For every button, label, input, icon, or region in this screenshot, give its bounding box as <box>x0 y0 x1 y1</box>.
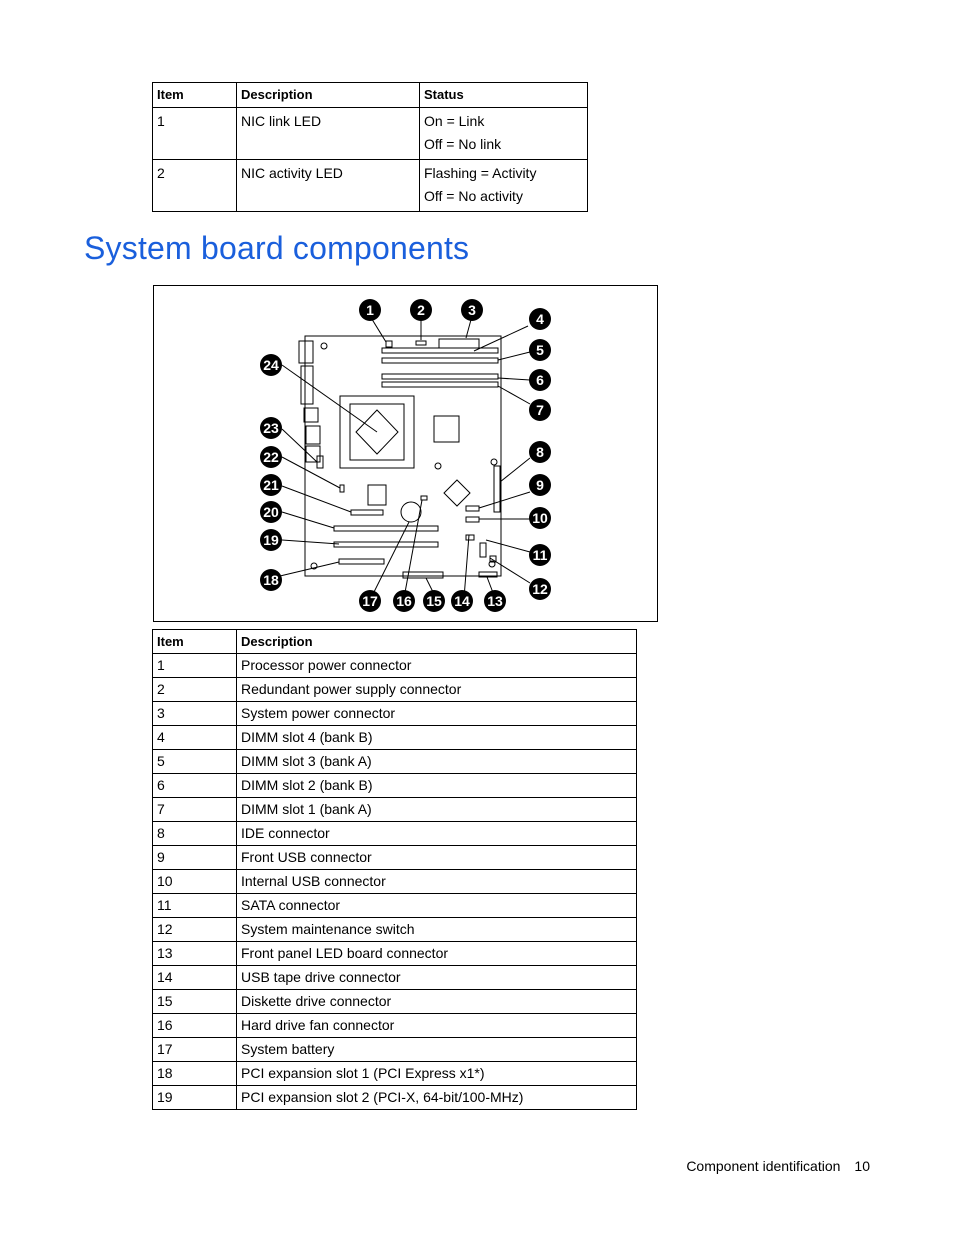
description-cell: Internal USB connector <box>237 870 637 894</box>
status-cell <box>420 160 588 212</box>
table-header-row <box>153 83 588 108</box>
table-header-row <box>153 630 637 654</box>
table-row <box>153 918 637 942</box>
table-row <box>153 990 637 1014</box>
column-header-status: Status <box>420 83 588 108</box>
table-row <box>153 894 637 918</box>
rear-port <box>299 341 313 363</box>
leader-line <box>500 458 530 482</box>
callout-5 <box>529 339 551 361</box>
leader-line <box>479 492 530 508</box>
system-board-illustration <box>154 286 657 621</box>
callout-3 <box>461 299 483 321</box>
ide-connector <box>494 466 500 512</box>
system-power-connector <box>439 339 479 348</box>
description-cell: DIMM slot 4 (bank B) <box>237 726 637 750</box>
status-cell <box>420 108 588 160</box>
leader-line <box>498 352 530 360</box>
callout-20 <box>260 501 282 523</box>
callout-number: 6 <box>536 372 544 388</box>
controller-chip <box>444 480 470 506</box>
item-cell: 1 <box>153 108 237 160</box>
status-line: Off = No activity <box>424 188 523 204</box>
callout-6 <box>529 369 551 391</box>
table-row <box>153 678 637 702</box>
callout-number: 5 <box>536 342 544 358</box>
dimm-slot-3 <box>382 358 498 363</box>
item-cell: 17 <box>153 1038 237 1062</box>
usb-tape-connector <box>466 535 474 540</box>
callout-8 <box>529 441 551 463</box>
callout-2 <box>410 299 432 321</box>
pci-slot <box>339 559 384 564</box>
nic-led-status-table <box>152 82 588 212</box>
page-footer <box>686 1158 870 1174</box>
callout-number: 15 <box>426 593 442 609</box>
rear-port <box>306 426 320 444</box>
page-number: 10 <box>854 1158 870 1174</box>
description-cell: IDE connector <box>237 822 637 846</box>
callout-number: 3 <box>468 302 476 318</box>
item-cell: 10 <box>153 870 237 894</box>
item-cell: 1 <box>153 654 237 678</box>
item-cell: 5 <box>153 750 237 774</box>
mounting-hole <box>321 343 327 349</box>
table-row <box>153 966 637 990</box>
callout-number: 1 <box>366 302 374 318</box>
callout-number: 10 <box>532 510 548 526</box>
callout-markers <box>260 299 551 612</box>
item-cell: 2 <box>153 160 237 212</box>
callout-23 <box>260 417 282 439</box>
footer-section-title: Component identification <box>686 1158 841 1174</box>
components-table-body <box>153 654 637 1110</box>
table-row <box>153 108 588 160</box>
pci-slot <box>334 542 438 547</box>
item-cell: 11 <box>153 894 237 918</box>
callout-number: 2 <box>417 302 425 318</box>
callout-9 <box>529 474 551 496</box>
sata-connector <box>480 543 486 557</box>
item-cell: 19 <box>153 1086 237 1110</box>
table-row <box>153 798 637 822</box>
description-cell: NIC link LED <box>237 108 420 160</box>
redundant-power-connector <box>416 341 426 345</box>
mounting-hole <box>491 459 497 465</box>
callout-number: 21 <box>263 477 279 493</box>
pci-slot <box>351 510 383 515</box>
callout-24 <box>260 354 282 376</box>
callout-1 <box>359 299 381 321</box>
pci-slot <box>334 526 438 531</box>
description-cell: Diskette drive connector <box>237 990 637 1014</box>
item-cell: 2 <box>153 678 237 702</box>
description-cell: Hard drive fan connector <box>237 1014 637 1038</box>
callout-number: 22 <box>263 449 279 465</box>
callout-number: 14 <box>454 593 470 609</box>
item-cell: 7 <box>153 798 237 822</box>
callout-17 <box>359 590 381 612</box>
item-cell: 8 <box>153 822 237 846</box>
callout-22 <box>260 446 282 468</box>
callout-7 <box>529 399 551 421</box>
description-cell: Redundant power supply connector <box>237 678 637 702</box>
callout-number: 16 <box>396 593 412 609</box>
leader-line <box>280 562 339 576</box>
leader-line <box>282 512 334 528</box>
processor-power-connector <box>386 341 392 347</box>
table-row <box>153 846 637 870</box>
dimm-slot-4 <box>382 348 498 353</box>
dimm-slot-1 <box>382 382 498 387</box>
status-line: Off = No link <box>424 136 502 152</box>
callout-number: 17 <box>362 593 378 609</box>
callout-number: 23 <box>263 420 279 436</box>
callout-15 <box>423 590 445 612</box>
dimm-slot-2 <box>382 374 498 379</box>
callout-number: 8 <box>536 444 544 460</box>
description-cell: PCI expansion slot 1 (PCI Express x1*) <box>237 1062 637 1086</box>
callout-19 <box>260 529 282 551</box>
io-chip <box>368 485 386 505</box>
leader-line <box>498 378 530 380</box>
table-row <box>153 1014 637 1038</box>
leader-line <box>371 522 409 598</box>
item-cell: 15 <box>153 990 237 1014</box>
table-row <box>153 822 637 846</box>
table-row <box>153 942 637 966</box>
callout-14 <box>451 590 473 612</box>
callout-number: 18 <box>263 572 279 588</box>
rear-port <box>304 408 318 422</box>
table-row <box>153 702 637 726</box>
callout-number: 7 <box>536 402 544 418</box>
item-cell: 18 <box>153 1062 237 1086</box>
callout-18 <box>260 569 282 591</box>
leader-line <box>490 558 530 583</box>
jumper <box>340 485 344 492</box>
callout-number: 13 <box>487 593 503 609</box>
callout-13 <box>484 590 506 612</box>
leader-line <box>464 535 469 598</box>
description-cell: NIC activity LED <box>237 160 420 212</box>
leader-line <box>282 486 351 512</box>
description-cell: Front USB connector <box>237 846 637 870</box>
callout-4 <box>529 308 551 330</box>
front-usb-connector <box>466 506 479 511</box>
item-cell: 6 <box>153 774 237 798</box>
description-cell: PCI expansion slot 2 (PCI-X, 64-bit/100-MHz) <box>237 1086 637 1110</box>
description-cell: System maintenance switch <box>237 918 637 942</box>
callout-number: 24 <box>263 357 279 373</box>
internal-usb-connector <box>466 517 479 522</box>
section-title: System board components <box>84 230 470 266</box>
table-row <box>153 654 637 678</box>
callout-number: 11 <box>532 547 548 563</box>
description-cell: System power connector <box>237 702 637 726</box>
hard-drive-fan-connector <box>421 496 427 500</box>
description-cell: Processor power connector <box>237 654 637 678</box>
description-cell: DIMM slot 2 (bank B) <box>237 774 637 798</box>
column-header-description: Description <box>237 83 420 108</box>
callout-number: 20 <box>263 504 279 520</box>
column-header-item: Item <box>153 83 237 108</box>
item-cell: 9 <box>153 846 237 870</box>
status-line: On = Link <box>424 113 485 129</box>
description-cell: Front panel LED board connector <box>237 942 637 966</box>
chipset <box>434 416 459 442</box>
item-cell: 4 <box>153 726 237 750</box>
leader-line <box>486 540 530 552</box>
leader-line <box>404 500 422 598</box>
callout-number: 4 <box>536 311 544 327</box>
system-battery <box>401 502 421 522</box>
column-header-description: Description <box>237 630 637 654</box>
item-cell: 3 <box>153 702 237 726</box>
item-cell: 12 <box>153 918 237 942</box>
table-row <box>153 750 637 774</box>
leader-line <box>282 540 339 544</box>
callout-11 <box>529 544 551 566</box>
table-row <box>153 1062 637 1086</box>
status-line: Flashing = Activity <box>424 165 537 181</box>
description-cell: DIMM slot 3 (bank A) <box>237 750 637 774</box>
callout-12 <box>529 578 551 600</box>
item-cell: 13 <box>153 942 237 966</box>
callout-number: 9 <box>536 477 544 493</box>
system-board-components-table <box>152 629 637 1110</box>
callout-number: 19 <box>263 532 279 548</box>
description-cell: USB tape drive connector <box>237 966 637 990</box>
item-cell: 14 <box>153 966 237 990</box>
table-row <box>153 1038 637 1062</box>
table-row <box>153 870 637 894</box>
column-header-item: Item <box>153 630 237 654</box>
callout-number: 12 <box>532 581 548 597</box>
callout-10 <box>529 507 551 529</box>
leader-line <box>282 365 377 432</box>
mounting-hole <box>435 463 441 469</box>
table-row <box>153 160 588 212</box>
leader-line <box>498 386 530 404</box>
table-row <box>153 1086 637 1110</box>
system-board-diagram <box>153 285 658 622</box>
table-row <box>153 774 637 798</box>
description-cell: System battery <box>237 1038 637 1062</box>
callout-21 <box>260 474 282 496</box>
description-cell: SATA connector <box>237 894 637 918</box>
description-cell: DIMM slot 1 (bank A) <box>237 798 637 822</box>
table-row <box>153 726 637 750</box>
item-cell: 16 <box>153 1014 237 1038</box>
callout-16 <box>393 590 415 612</box>
